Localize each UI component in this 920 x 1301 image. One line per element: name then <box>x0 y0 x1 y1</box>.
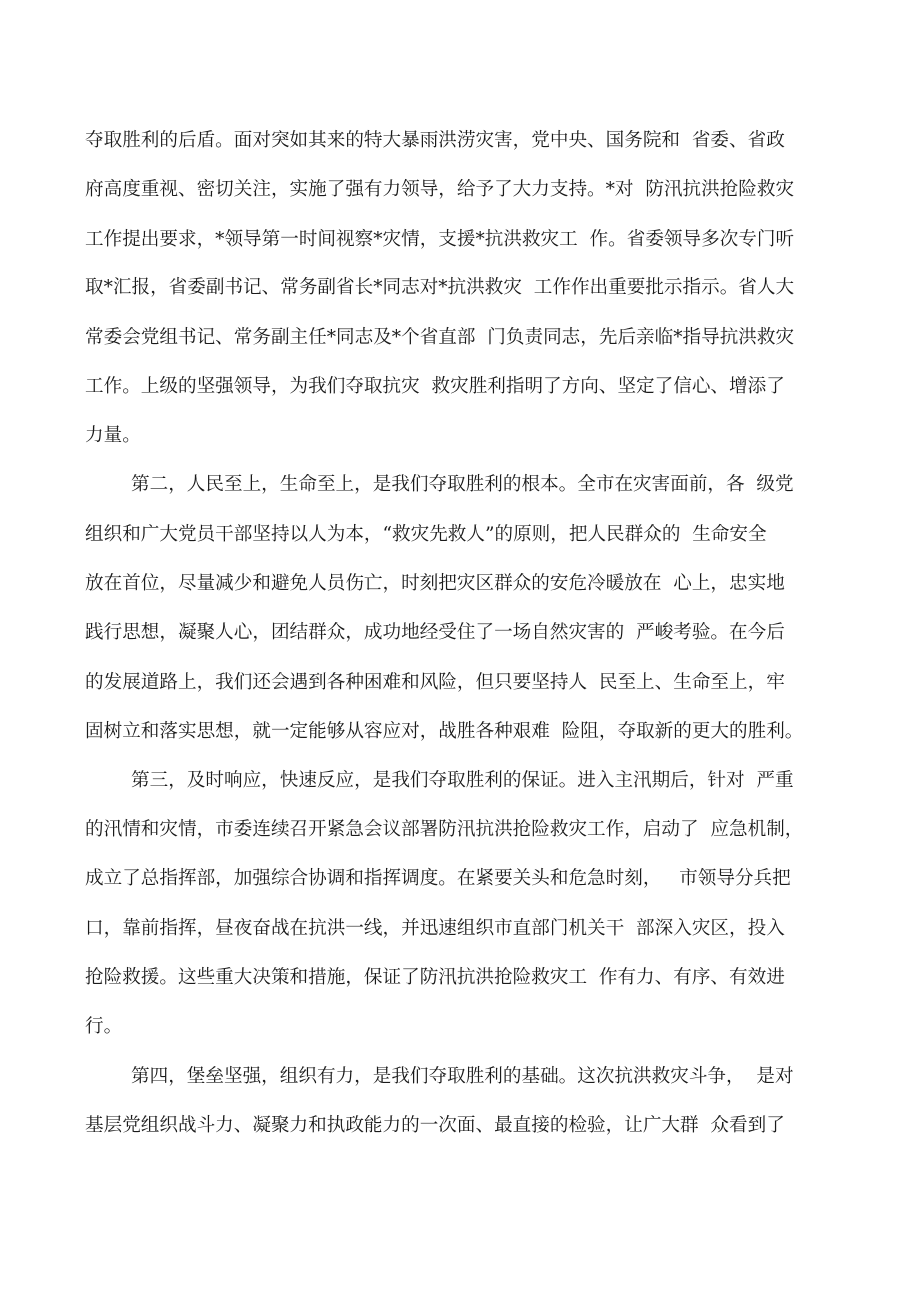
text-line: 夺取胜利的后盾。面对突如其来的特大暴雨洪涝灾害，党中央、国务院和 省委、省政 <box>85 130 785 151</box>
text-line: 第四，堡垒坚强，组织有力，是我们夺取胜利的基础。这次抗洪救灾斗争， 是对 <box>131 1066 794 1087</box>
text-line: 成立了总指挥部，加强综合协调和指挥调度。在紧要关头和危急时刻， 市领导分兵把 <box>85 868 791 889</box>
text-line: 基层党组织战斗力、凝聚力和执政能力的一次面、最直接的检验，让广大群 众看到了 <box>85 1115 785 1136</box>
text-line: 工作提出要求，*领导第一时间视察*灾情，支援*抗洪救灾工 作。省委领导多次专门听 <box>85 229 795 250</box>
text-line: 工作。上级的坚强领导，为我们夺取抗灾 救灾胜利指明了方向、坚定了信心、增添了 <box>85 376 785 397</box>
text-line: 行。 <box>85 1016 123 1037</box>
text-line: 抢险救援。这些重大决策和措施，保证了防汛抗洪抢险救灾工 作有力、有序、有效进 <box>85 967 785 988</box>
text-line: 常委会党组书记、常务副主任*同志及*个省直部 门负责同志，先后亲临*指导抗洪救灾 <box>85 327 795 348</box>
text-line: 府高度重视、密切关注，实施了强有力领导，给予了大力支持。*对 防汛抗洪抢险救灾 <box>85 179 795 200</box>
text-line: 的汛情和灾情，市委连续召开紧急会议部署防汛抗洪抢险救灾工作，启动了 应急机制， <box>85 819 804 840</box>
text-line: 放在首位，尽量减少和避免人员伤亡，时刻把灾区群众的安危冷暖放在 心上，忠实地 <box>85 573 785 594</box>
text-line: 第三，及时响应，快速反应，是我们夺取胜利的保证。进入主汛期后，针对 严重 <box>131 770 794 791</box>
text-line: 取*汇报，省委副书记、常务副省长*同志对*抗洪救灾 工作作出重要批示指示。省人大 <box>85 277 795 298</box>
text-line: 第二，人民至上，生命至上，是我们夺取胜利的根本。全市在灾害面前，各 级党 <box>131 474 794 495</box>
text-line: 的发展道路上，我们还会遇到各种困难和风险，但只要坚持人 民至上、生命至上，牢 <box>85 672 785 693</box>
text-line: 组织和广大党员干部坚持以人为本，“救灾先救人”的原则，把人民群众的 生命安全 <box>85 524 767 545</box>
text-line: 口，靠前指挥，昼夜奋战在抗洪一线，并迅速组织市直部门机关干 部深入灾区，投入 <box>85 918 785 939</box>
text-line: 力量。 <box>85 425 141 446</box>
text-line: 固树立和落实思想，就一定能够从容应对，战胜各种艰难 险阻，夺取新的更大的胜利。 <box>85 721 804 742</box>
text-line: 践行思想，凝聚人心，团结群众，成功地经受住了一场自然灾害的 严峻考验。在今后 <box>85 622 785 643</box>
